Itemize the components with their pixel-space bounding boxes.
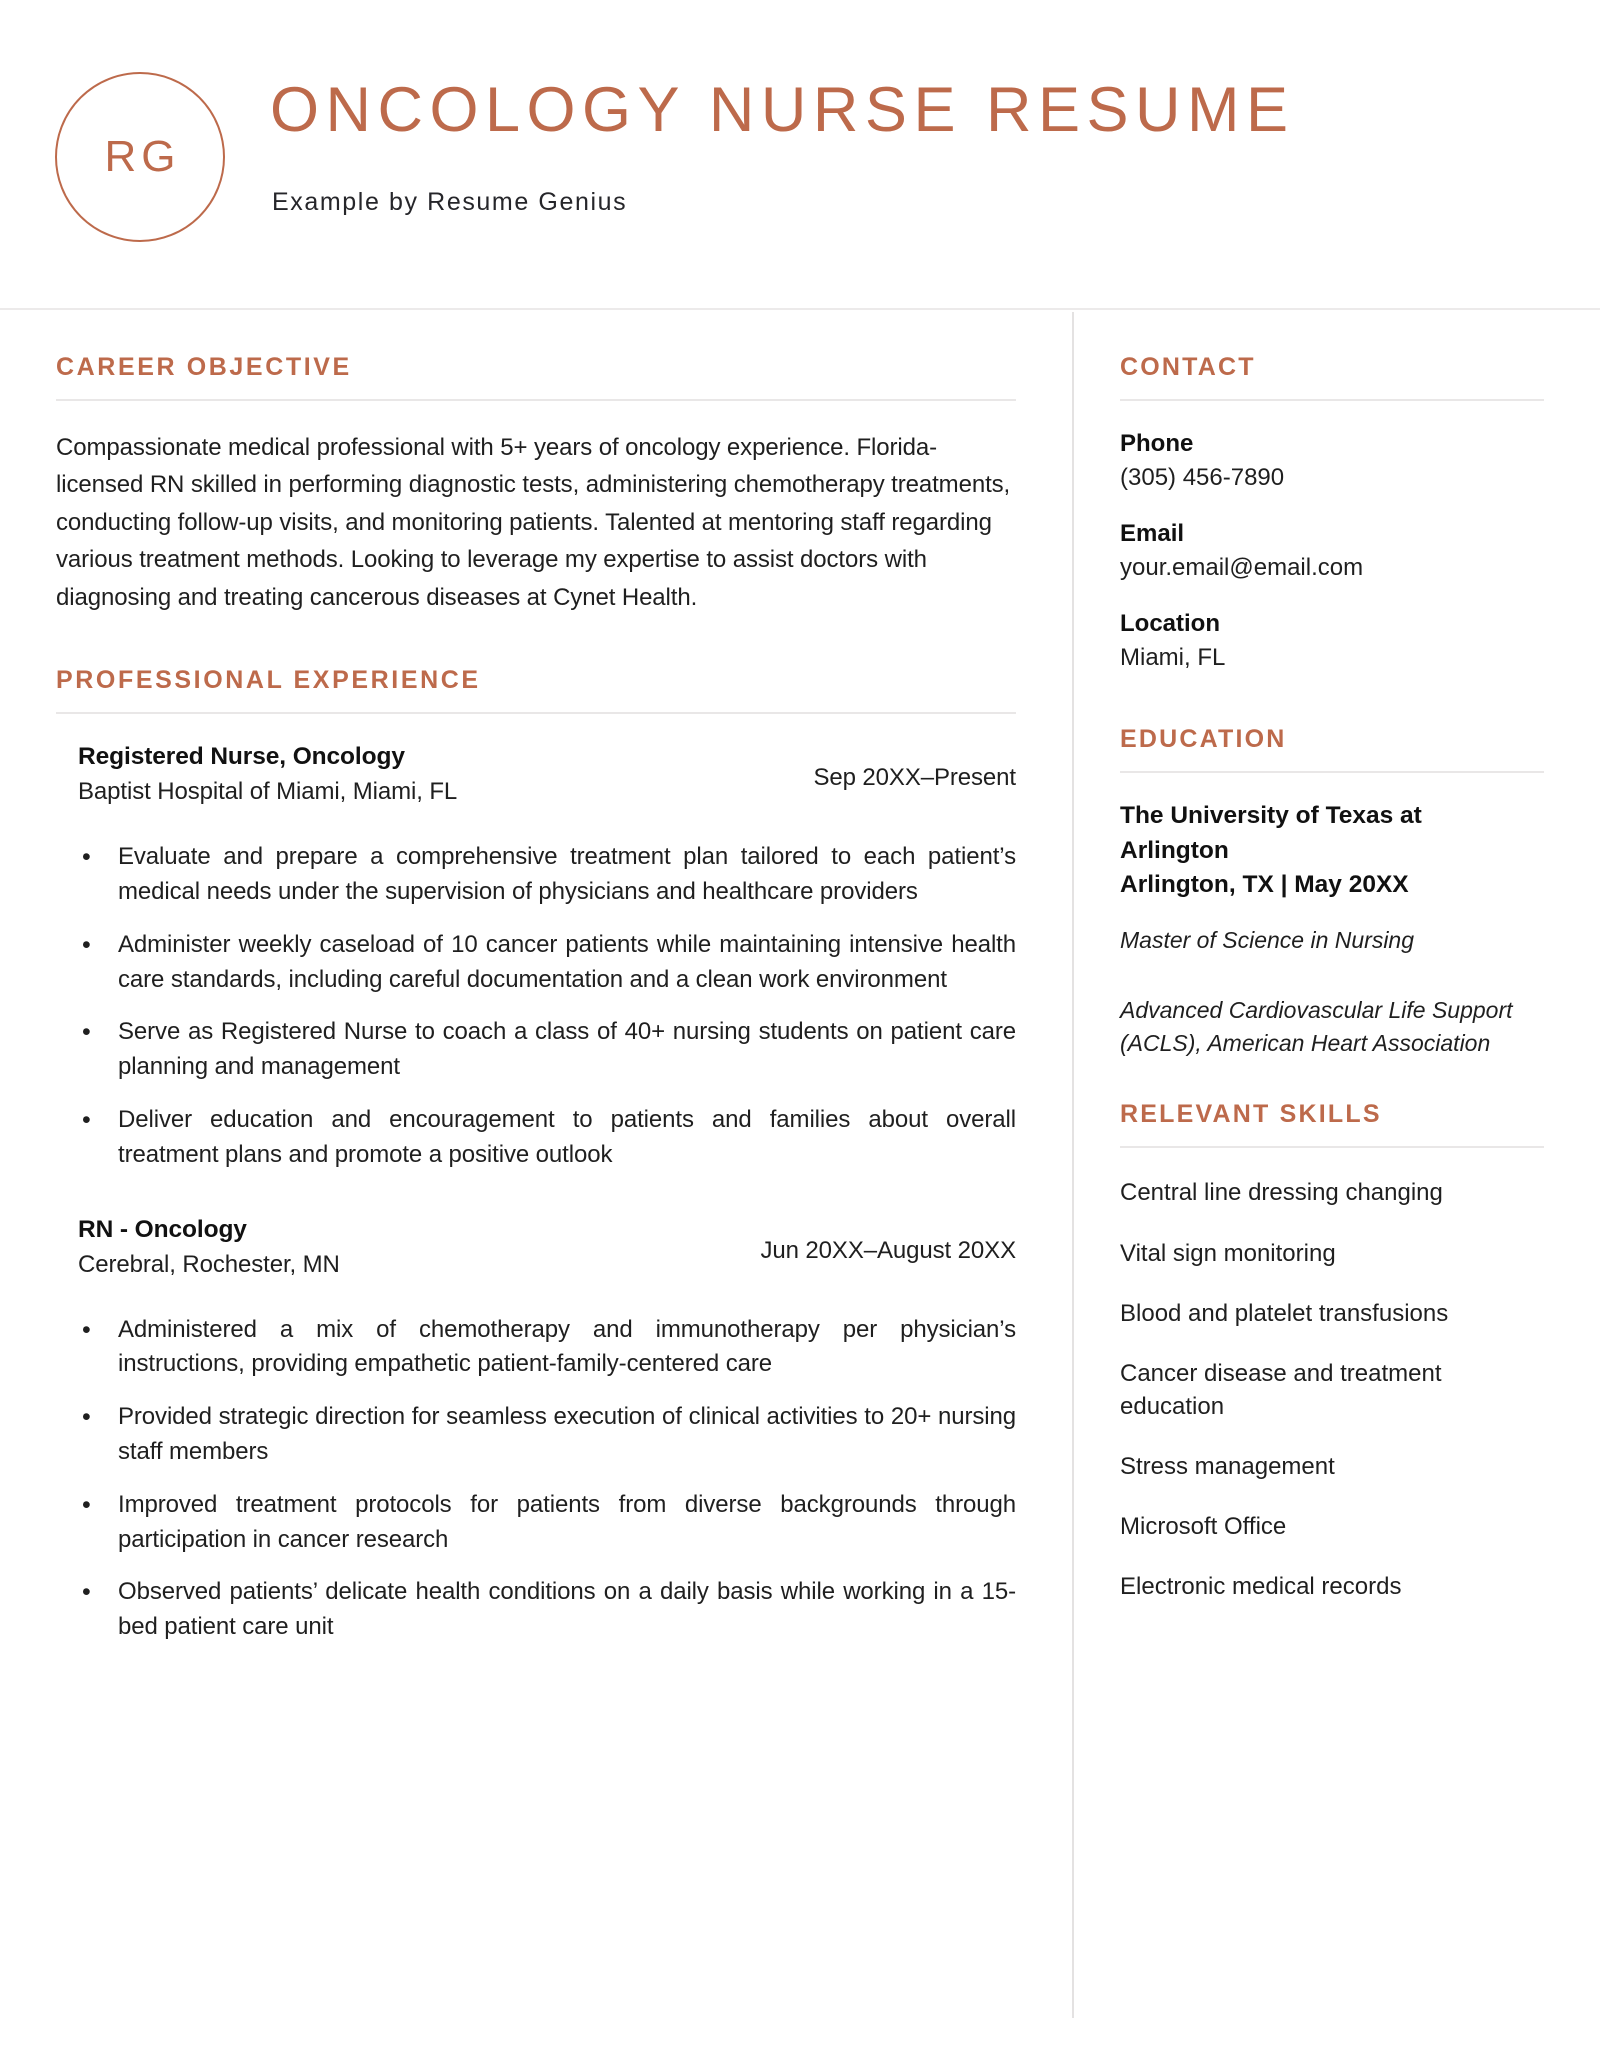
contact-item-email: [1120, 517, 1544, 585]
spacer: [56, 1173, 1016, 1213]
job-bullet: • Serve as Registered Nurse to coach a class of 40+ nursing students on patient care planning and management: [56, 1015, 1016, 1085]
contact-item-location: [1120, 607, 1544, 675]
skill-item: Blood and platelet transfusions: [1120, 1299, 1449, 1327]
job-bullet: • Administered a mix of chemotherapy and immunotherapy per physician’s instructions, providing empathetic patient-family-centered care: [56, 1313, 1016, 1383]
job-bullet: • Deliver education and encouragement to patients and families about overall treatment plans and promote a positive outlook: [56, 1103, 1016, 1173]
brand-initials: RG: [104, 132, 181, 181]
skill-item: Central line dressing changing: [1120, 1179, 1443, 1207]
job-bullet-list: [56, 1313, 1016, 1645]
career-objective-text: Compassionate medical professional with 5+ years of oncology experience. Florida-licensed RN skilled in performing diagnostic tests, administering chemotherapy treatments, conducting follow-up visits, and monitoring patients. Talented at mentoring staff regarding various treatment methods. Looking to leverage my expertise to assist doctors with diagnosing and treating cancerous diseases at Cynet Health.: [56, 434, 1011, 611]
job-title: Registered Nurse, Oncology: [78, 743, 405, 771]
skill-item: Cancer disease and treatment education: [1120, 1359, 1442, 1420]
education-entry: [1120, 799, 1544, 1060]
job-organization: Cerebral, Rochester, MN: [78, 1250, 340, 1278]
contact-label: Email: [1120, 520, 1185, 548]
sidebar-column: [1072, 310, 1600, 2071]
experience-entry-header: [56, 1213, 1016, 1299]
contact-section: [1120, 353, 1544, 675]
education-school-line2: Arlington: [1120, 836, 1229, 864]
professional-experience-section: [56, 666, 1016, 1645]
resume-header: [0, 0, 1600, 310]
education-heading: EDUCATION: [1120, 725, 1287, 754]
education-section: [1120, 725, 1544, 1060]
experience-entry: [56, 1213, 1016, 1645]
education-school-line1: The University of Texas at: [1120, 802, 1422, 830]
education-degree: Master of Science in Nursing: [1120, 927, 1415, 954]
education-location-date: Arlington, TX | May 20XX: [1120, 871, 1409, 899]
skill-item: Vital sign monitoring: [1120, 1239, 1336, 1267]
skill-item: Stress management: [1120, 1452, 1335, 1480]
section-rule: [56, 399, 1016, 401]
career-objective-section: [56, 353, 1016, 616]
contact-heading: CONTACT: [1120, 353, 1256, 381]
contact-list: [1120, 427, 1544, 675]
job-bullet: • Evaluate and prepare a comprehensive treatment plan tailored to each patient’s medical needs under the supervision of physicians and healthcare providers: [56, 840, 1016, 910]
section-rule: [1120, 771, 1544, 773]
job-bullet: • Improved treatment protocols for patients from diverse backgrounds through participation in cancer research: [56, 1488, 1016, 1558]
section-rule: [1120, 1146, 1544, 1148]
spacer: [1120, 675, 1544, 725]
job-dates: Sep 20XX–Present: [813, 764, 1016, 792]
section-rule: [1120, 399, 1544, 401]
page-title: ONCOLOGY NURSE RESUME: [270, 75, 1295, 145]
contact-label: Location: [1120, 610, 1220, 638]
relevant-skills-section: [1120, 1100, 1544, 1603]
contact-value: Miami, FL: [1120, 644, 1226, 672]
skills-list: [1120, 1176, 1544, 1603]
career-objective-heading: CAREER OBJECTIVE: [56, 353, 352, 381]
job-dates: Jun 20XX–August 20XX: [760, 1236, 1016, 1264]
job-bullet: • Administer weekly caseload of 10 cancer patients while maintaining intensive health care standards, including careful documentation and a clean work environment: [56, 928, 1016, 998]
page-subtitle: Example by Resume Genius: [272, 188, 628, 216]
spacer: [56, 616, 1016, 666]
job-bullet-list: [56, 840, 1016, 1172]
contact-value: your.email@email.com: [1120, 554, 1364, 582]
contact-label: Phone: [1120, 430, 1194, 457]
job-bullet: • Provided strategic direction for seamless execution of clinical activities to 20+ nursing staff members: [56, 1400, 1016, 1470]
contact-value: (305) 456-7890: [1120, 464, 1285, 492]
relevant-skills-heading: RELEVANT SKILLS: [1120, 1100, 1382, 1129]
skill-item: Electronic medical records: [1120, 1573, 1402, 1601]
experience-entry: [56, 740, 1016, 1172]
education-certification: Advanced Cardiovascular Life Support (ACLS), American Heart Association: [1120, 996, 1513, 1057]
brand-logo-circle-icon: [55, 72, 225, 242]
job-organization: Baptist Hospital of Miami, Miami, FL: [78, 778, 458, 806]
resume-body: [0, 310, 1600, 2071]
job-title: RN - Oncology: [78, 1215, 247, 1243]
professional-experience-heading: PROFESSIONAL EXPERIENCE: [56, 666, 481, 695]
main-column: [0, 310, 1072, 2071]
section-rule: [56, 712, 1016, 714]
spacer: [1120, 1060, 1544, 1100]
job-bullet: • Observed patients’ delicate health conditions on a daily basis while working in a 15-bed patient care unit: [56, 1575, 1016, 1645]
experience-entry-header: [56, 740, 1016, 826]
contact-item-phone: [1120, 427, 1544, 495]
skill-item: Microsoft Office: [1120, 1513, 1287, 1541]
